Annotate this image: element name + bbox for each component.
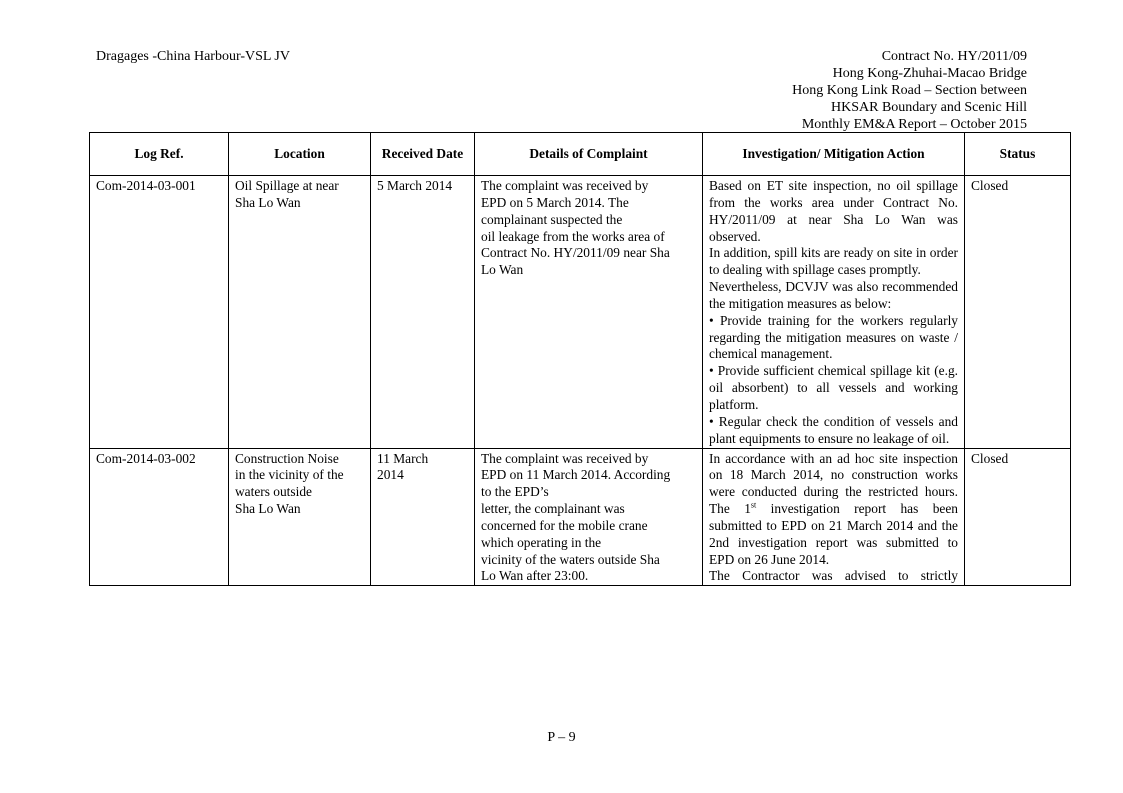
investigation-paragraph: The Contractor was advised to strictly xyxy=(709,568,958,584)
location-line: in the vicinity of the xyxy=(235,467,344,483)
cell-investigation xyxy=(703,176,965,449)
cell-log-ref: Com-2014-03-001 xyxy=(90,176,229,449)
project-section-extent: HKSAR Boundary and Scenic Hill xyxy=(831,100,1027,115)
location-line: Construction Noise xyxy=(235,450,339,466)
details-line: oil leakage from the works area of xyxy=(481,228,665,244)
report-header-block xyxy=(792,48,1027,133)
details-line: complainant suspected the xyxy=(481,211,623,227)
company-name: Dragages -China Harbour-VSL JV xyxy=(96,49,290,64)
cell-location xyxy=(229,448,371,586)
cell-details xyxy=(475,176,703,449)
cell-investigation xyxy=(703,448,965,586)
column-header-location: Location xyxy=(229,133,371,176)
cell-details xyxy=(475,448,703,586)
details-line: concerned for the mobile crane xyxy=(481,517,648,533)
complaint-log-table xyxy=(89,132,1071,586)
project-section: Hong Kong Link Road – Section between xyxy=(792,83,1027,98)
contract-number: Contract No. HY/2011/09 xyxy=(881,49,1027,64)
received-date-line: 2014 xyxy=(377,467,404,483)
cell-received-date xyxy=(371,176,475,449)
investigation-bullet: • Provide training for the workers regularly regarding the mitigation measures on waste / chemical management. xyxy=(709,312,958,362)
details-line: EPD on 11 March 2014. According xyxy=(481,467,671,483)
investigation-paragraph: In addition, spill kits are ready on site in order to dealing with spillage cases promptly. xyxy=(709,245,958,278)
project-name: Hong Kong-Zhuhai-Macao Bridge xyxy=(832,66,1027,81)
cell-location xyxy=(229,176,371,449)
column-header-log-ref: Log Ref. xyxy=(90,133,229,176)
ordinal-suffix: st xyxy=(750,500,757,510)
column-header-received-date: Received Date xyxy=(371,133,475,176)
details-line: Contract No. HY/2011/09 near Sha xyxy=(481,245,670,261)
investigation-bullet: • Provide sufficient chemical spillage kit (e.g. oil absorbent) to all vessels and working platform. xyxy=(709,363,958,412)
received-date-line: 11 March xyxy=(377,450,429,466)
location-line: Sha Lo Wan xyxy=(235,501,301,517)
cell-received-date xyxy=(371,448,475,586)
location-line: waters outside xyxy=(235,484,312,500)
details-line: EPD on 5 March 2014. The xyxy=(481,194,629,210)
column-header-status: Status xyxy=(965,133,1071,176)
details-line: The complaint was received by xyxy=(481,450,649,466)
report-title: Monthly EM&A Report – October 2015 xyxy=(801,117,1027,132)
investigation-paragraph: Based on ET site inspection, no oil spillage from the works area under Contract No. HY/2011/09 at near Sha Lo Wan was observed. xyxy=(709,178,958,244)
cell-status: Closed xyxy=(965,176,1071,449)
investigation-bullet: • Regular check the condition of vessels and plant equipments to ensure no leakage of oil. xyxy=(709,413,958,446)
details-line: vicinity of the waters outside Sha xyxy=(481,551,660,567)
column-header-investigation: Investigation/ Mitigation Action xyxy=(703,133,965,176)
received-date-line: 5 March 2014 xyxy=(377,178,453,193)
details-line: The complaint was received by xyxy=(481,178,649,193)
investigation-paragraph xyxy=(709,451,958,569)
details-line: Lo Wan after 23:00. xyxy=(481,568,589,584)
details-line: which operating in the xyxy=(481,534,602,550)
cell-status: Closed xyxy=(965,448,1071,586)
column-header-details: Details of Complaint xyxy=(475,133,703,176)
details-line: Lo Wan xyxy=(481,262,524,278)
location-line: Sha Lo Wan xyxy=(235,194,301,210)
investigation-text: In accordance with an ad hoc site inspection on 18 March 2014, no construction works were conducted during the restricted hours. The 1 xyxy=(709,450,958,517)
table-row xyxy=(90,176,1071,449)
location-line: Oil Spillage at near xyxy=(235,178,339,193)
table-row xyxy=(90,448,1071,586)
table-header-row xyxy=(90,133,1071,176)
investigation-text: investigation report has been submitted to EPD on 21 March 2014 and the 2nd investigation report was submitted to EPD on 26 June 2014. xyxy=(709,501,958,567)
cell-log-ref: Com-2014-03-002 xyxy=(90,448,229,586)
details-line: to the EPD’s xyxy=(481,484,549,500)
page-number: P – 9 xyxy=(547,730,576,745)
details-line: letter, the complainant was xyxy=(481,501,625,517)
investigation-paragraph: Nevertheless, DCVJV was also recommended the mitigation measures as below: xyxy=(709,279,958,311)
